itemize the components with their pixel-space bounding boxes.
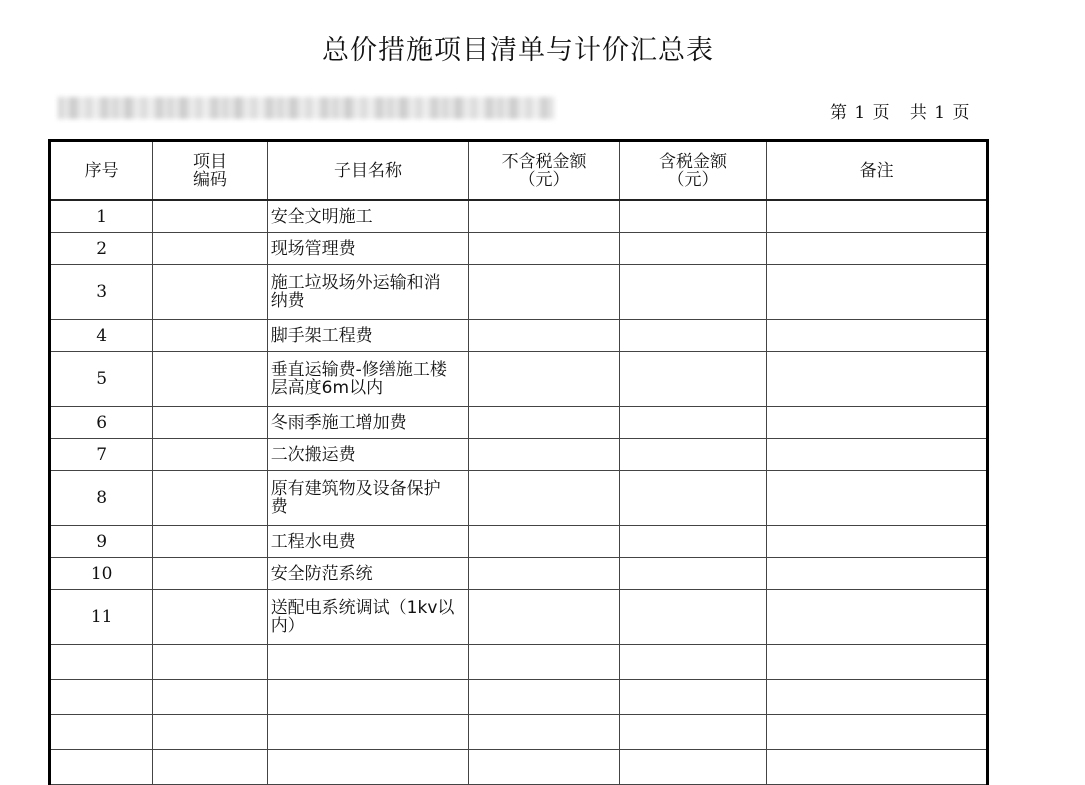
row-index: [50, 715, 153, 750]
row-name-line: 安全文明施工: [270, 206, 373, 227]
row-remark: [767, 320, 988, 352]
row-name: [267, 715, 469, 750]
header-index: 序号: [50, 141, 153, 201]
table-row: [50, 680, 988, 715]
row-tax-incl-amount: [619, 715, 766, 750]
row-name-line: 垂直运输费-修缮施工楼: [270, 360, 447, 380]
row-code: [153, 471, 267, 526]
row-remark: [767, 407, 988, 439]
row-tax-incl-amount: [619, 352, 766, 407]
row-name: [267, 526, 469, 558]
row-tax-incl-amount: [619, 471, 766, 526]
header-tax-incl-line1: 含税金额: [659, 151, 728, 172]
row-remark: [767, 439, 988, 471]
header-name: 子目名称: [267, 141, 469, 201]
row-remark: [767, 590, 988, 645]
row-index: [50, 645, 153, 680]
header-tax-incl-line2: （元）: [667, 169, 719, 190]
row-name: [267, 590, 469, 645]
table-row: [50, 439, 988, 471]
table-row: [50, 200, 988, 233]
row-name-line: 工程水电费: [270, 531, 356, 552]
row-name-line: 纳费: [270, 291, 305, 311]
row-tax-incl-amount: [619, 200, 766, 233]
row-name: [267, 352, 469, 407]
row-pre-tax-amount: [469, 590, 619, 645]
header-code-line2: 编码: [193, 169, 227, 190]
row-code: [153, 645, 267, 680]
table-row: [50, 471, 988, 526]
row-pre-tax-amount: [469, 439, 619, 471]
redacted-project-info: [58, 97, 554, 119]
header-remark: 备注: [767, 141, 988, 201]
row-tax-incl-amount: [619, 407, 766, 439]
row-code: [153, 200, 267, 233]
row-tax-incl-amount: [619, 233, 766, 265]
row-name-line: 安全防范系统: [270, 563, 373, 584]
row-remark: [767, 200, 988, 233]
row-name: [267, 439, 469, 471]
table-row: [50, 645, 988, 680]
table-row: [50, 320, 988, 352]
row-index: 2: [50, 233, 153, 265]
row-code: [153, 439, 267, 471]
row-name: [267, 471, 469, 526]
row-remark: [767, 233, 988, 265]
row-pre-tax-amount: [469, 320, 619, 352]
table-row: [50, 590, 988, 645]
row-name: [267, 265, 469, 320]
row-name-line: 二次搬运费: [270, 444, 356, 465]
header-code-line1: 项目: [193, 151, 227, 172]
row-name-line: 送配电系统调试（1kv以: [270, 598, 455, 618]
row-pre-tax-amount: [469, 645, 619, 680]
row-code: [153, 352, 267, 407]
row-tax-incl-amount: [619, 750, 766, 785]
row-code: [153, 233, 267, 265]
row-name: [267, 558, 469, 590]
row-name: [267, 645, 469, 680]
row-pre-tax-amount: [469, 715, 619, 750]
table-row: [50, 233, 988, 265]
table-row: [50, 558, 988, 590]
row-code: [153, 526, 267, 558]
table-row: [50, 715, 988, 750]
row-index: [50, 680, 153, 715]
row-name-line: 施工垃圾场外运输和消: [270, 273, 441, 293]
row-tax-incl-amount: [619, 526, 766, 558]
row-code: [153, 320, 267, 352]
row-tax-incl-amount: [619, 590, 766, 645]
header-pre-tax-line1: 不含税金额: [501, 151, 587, 172]
row-remark: [767, 645, 988, 680]
table-row: [50, 265, 988, 320]
row-remark: [767, 680, 988, 715]
row-name-line: 冬雨季施工增加费: [270, 412, 407, 433]
row-index: 10: [50, 558, 153, 590]
row-remark: [767, 471, 988, 526]
row-code: [153, 750, 267, 785]
row-pre-tax-amount: [469, 265, 619, 320]
row-name: [267, 680, 469, 715]
row-pre-tax-amount: [469, 200, 619, 233]
row-code: [153, 558, 267, 590]
table-body: [50, 200, 988, 785]
row-remark: [767, 265, 988, 320]
row-pre-tax-amount: [469, 526, 619, 558]
row-tax-incl-amount: [619, 265, 766, 320]
row-code: [153, 265, 267, 320]
row-pre-tax-amount: [469, 233, 619, 265]
row-name: [267, 233, 469, 265]
row-index: 6: [50, 407, 153, 439]
row-index: 9: [50, 526, 153, 558]
table-row: [50, 407, 988, 439]
row-code: [153, 680, 267, 715]
row-remark: [767, 558, 988, 590]
row-remark: [767, 715, 988, 750]
row-pre-tax-amount: [469, 558, 619, 590]
row-pre-tax-amount: [469, 471, 619, 526]
row-code: [153, 715, 267, 750]
header-pre-tax-amount: [469, 141, 619, 201]
row-name-line: 脚手架工程费: [270, 325, 373, 346]
row-pre-tax-amount: [469, 750, 619, 785]
row-name: [267, 407, 469, 439]
row-tax-incl-amount: [619, 558, 766, 590]
row-index: 8: [50, 471, 153, 526]
row-index: 3: [50, 265, 153, 320]
row-remark: [767, 526, 988, 558]
table-row: [50, 352, 988, 407]
row-name-line: 内）: [270, 616, 305, 636]
row-name: [267, 750, 469, 785]
row-remark: [767, 750, 988, 785]
measures-bill-table: [48, 139, 989, 785]
row-name-line: 原有建筑物及设备保护: [270, 479, 441, 499]
row-name: [267, 200, 469, 233]
row-pre-tax-amount: [469, 352, 619, 407]
row-index: 7: [50, 439, 153, 471]
row-tax-incl-amount: [619, 320, 766, 352]
row-pre-tax-amount: [469, 407, 619, 439]
row-name-line: 费: [270, 497, 288, 517]
row-index: 5: [50, 352, 153, 407]
row-tax-incl-amount: [619, 680, 766, 715]
row-index: [50, 750, 153, 785]
row-remark: [767, 352, 988, 407]
row-code: [153, 407, 267, 439]
row-index: 4: [50, 320, 153, 352]
page-indicator: 第 1 页 共 1 页: [830, 103, 971, 123]
header-tax-incl-amount: [619, 141, 766, 201]
table-row: [50, 526, 988, 558]
row-index: 11: [50, 590, 153, 645]
row-code: [153, 590, 267, 645]
document-title: 总价措施项目清单与计价汇总表: [322, 35, 714, 66]
row-tax-incl-amount: [619, 645, 766, 680]
header-pre-tax-line2: （元）: [518, 169, 570, 190]
row-name-line: 现场管理费: [270, 238, 356, 259]
row-name: [267, 320, 469, 352]
table-header-row: [50, 141, 988, 201]
row-name-line: 层高度6m以内: [270, 378, 384, 398]
table-row: [50, 750, 988, 785]
row-pre-tax-amount: [469, 680, 619, 715]
row-index: 1: [50, 200, 153, 233]
row-tax-incl-amount: [619, 439, 766, 471]
header-code: [153, 141, 267, 201]
